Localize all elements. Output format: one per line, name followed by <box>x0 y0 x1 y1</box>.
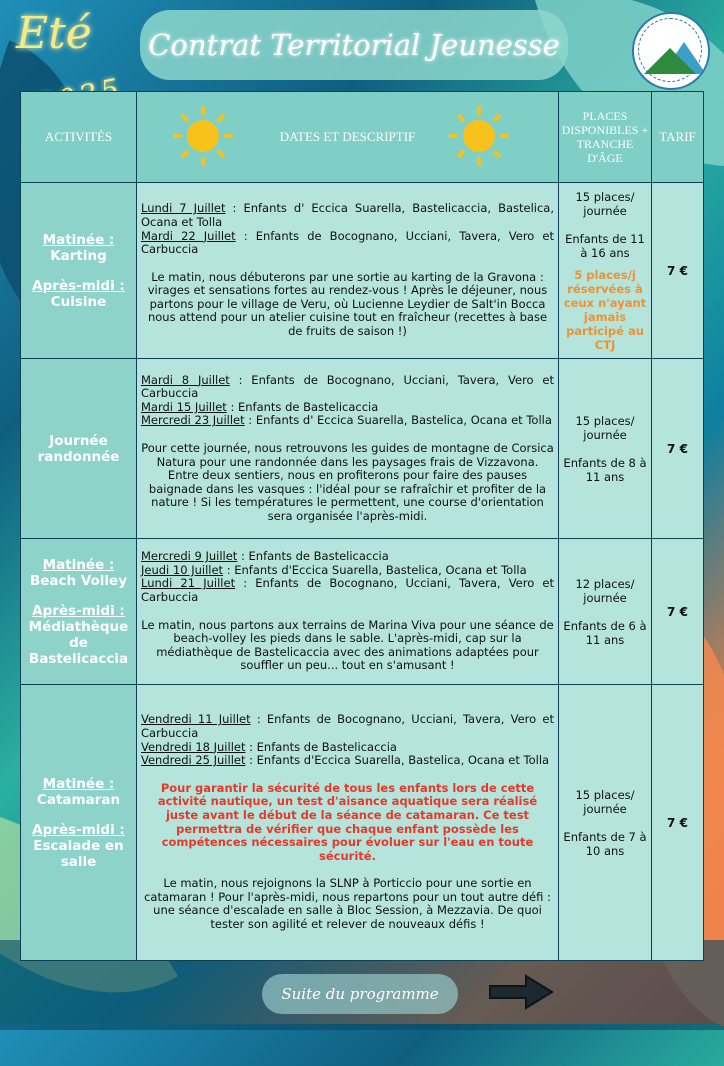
page-title-box <box>140 10 568 80</box>
activity-cell <box>21 685 137 961</box>
activity-line: Après-midi : <box>32 602 125 619</box>
next-page-label: Suite du programme <box>281 985 439 1003</box>
date-children: : Enfants de Bocognano, Ucciani, Tavera, Vero et Carbuccia <box>141 712 554 740</box>
date-label: Mardi 8 Juillet <box>141 372 230 387</box>
date-children: : Enfants d'Eccica Suarella, Bastelica, Ocana et Tolla <box>223 562 527 577</box>
col-dates: DATES ET DESCRIPTIF <box>137 92 559 183</box>
date-children: : Enfants de Bastelicaccia <box>245 739 397 754</box>
col-tarif: TARIF <box>652 92 704 183</box>
price-cell: 7 € <box>652 539 704 685</box>
sun-icon <box>173 106 233 166</box>
activity-line: Après-midi : <box>32 277 125 294</box>
date-label: Mardi 22 Juillet <box>141 228 236 243</box>
date-children: : Enfants de Bastelicaccia <box>226 399 379 414</box>
date-line <box>141 564 554 578</box>
safety-warning: Pour garantir la sécurité de tous les enfants lors de cette activité nautique, un test d'aisance aquatique sera réalisé juste avant le début de la séance de catamaran. Ce test permettra de vérifier que chaque enfant possède les compétences nécessaires pour évoluer sur l'eau en toute sécurité. <box>157 780 538 863</box>
table-header-row <box>21 92 704 183</box>
sun-icon <box>449 106 509 166</box>
activity-line: de <box>69 634 88 651</box>
date-label: Jeudi 10 Juillet <box>141 562 224 577</box>
date-line <box>141 754 554 768</box>
table-row <box>21 539 704 685</box>
col-places: PLACES DISPONIBLES + TRANCHE D'ÂGE <box>559 92 652 183</box>
activity-line: Beach Volley <box>29 572 128 589</box>
description-paragraph: Le matin, nous débuterons par une sortie au karting de la Gravona : virages et sensations fortes au rendez-vous ! Après le déjeuner, nous partons pour le village de Veru, où Lucienne Leydier de Salt'in Bocca nous attend pour un atelier cuisine tout en fraîcheur (recettes à base de fruits de saison !) <box>147 269 548 339</box>
age-range: Enfants de 8 à 11 ans <box>563 455 647 484</box>
date-line <box>141 230 554 257</box>
places-cell <box>559 539 652 685</box>
activity-cell <box>21 183 137 359</box>
date-label: Vendredi 18 Juillet <box>141 739 246 754</box>
date-children: : Enfants d'Eccica Suarella, Bastelica, Ocana et Tolla <box>245 753 550 768</box>
price-cell: 7 € <box>652 685 704 961</box>
date-line <box>141 577 554 604</box>
price-cell: 7 € <box>652 183 704 359</box>
activity-line: Bastelicaccia <box>28 650 129 667</box>
age-range: Enfants de 7 à 10 ans <box>563 829 647 858</box>
description-cell <box>137 183 559 359</box>
age-range: Enfants de 6 à 11 ans <box>563 618 647 647</box>
arrow-right-icon <box>486 972 556 1012</box>
description-cell <box>137 539 559 685</box>
table-row <box>21 359 704 539</box>
activity-line: Escalade en <box>33 837 124 854</box>
date-label: Vendredi 11 Juillet <box>141 712 251 727</box>
date-line <box>141 401 554 415</box>
activity-line <box>22 589 135 603</box>
activity-cell <box>21 359 137 539</box>
activity-line: Après-midi : <box>32 821 125 838</box>
reserved-note: 5 places/j réservées à ceux n'ayant jamais participé au CTJ <box>563 267 647 352</box>
activity-line: Matinée : <box>42 775 115 792</box>
date-children: : Enfants de Bocognano, Ucciani, Tavera, Vero et Carbuccia <box>141 372 554 401</box>
date-line <box>141 713 554 740</box>
table-row <box>21 685 704 961</box>
program-table <box>20 91 704 961</box>
description-cell <box>137 685 559 961</box>
activity-cell <box>21 539 137 685</box>
date-line <box>141 741 554 755</box>
places-cell <box>559 183 652 359</box>
price-cell: 7 € <box>652 359 704 539</box>
logo-mountain-icon <box>632 12 710 90</box>
activity-line: randonnée <box>37 448 120 465</box>
season-title: Eté <box>16 8 92 59</box>
date-label: Mardi 15 Juillet <box>141 399 227 414</box>
date-line <box>141 202 554 229</box>
logo-mountain-front <box>644 48 696 74</box>
date-label: Mercredi 23 Juillet <box>141 413 245 428</box>
date-children: : Enfants de Bocognano, Ucciani, Tavera, Vero et Carbuccia <box>141 228 554 257</box>
activity-line: Médiathèque <box>28 618 129 635</box>
description-cell <box>137 359 559 539</box>
activity-line: salle <box>60 853 97 870</box>
date-line <box>141 414 554 428</box>
date-label: Lundi 7 Juillet <box>141 201 226 216</box>
activity-line: Journée <box>49 432 108 449</box>
places-count: 15 places/ journée <box>575 787 635 816</box>
activity-line: Cuisine <box>50 293 107 310</box>
date-children: : Enfants de Bastelicaccia <box>237 549 389 564</box>
activity-line <box>22 808 135 822</box>
table-row <box>21 183 704 359</box>
places-count: 15 places/ journée <box>575 413 635 442</box>
date-label: Lundi 21 Juillet <box>141 576 236 591</box>
age-range: Enfants de 11 à 16 ans <box>565 231 645 260</box>
date-children: : Enfants d' Eccica Suarella, Bastelicaccia, Bastelica, Ocana et Tolla <box>141 201 554 229</box>
date-children: : Enfants de Bocognano, Ucciani, Tavera, Vero et Carbuccia <box>141 576 554 604</box>
date-line <box>141 374 554 401</box>
places-count: 15 places/ journée <box>575 189 635 218</box>
activity-line: Karting <box>50 247 107 264</box>
activity-line: Matinée : <box>42 556 115 573</box>
activity-line <box>22 264 135 278</box>
description-paragraph: Le matin, nous partons aux terrains de Marina Viva pour une séance de beach-volley les pieds dans le sable. L'après-midi, cap sur la médiathèque de Bastelicaccia avec des animations adaptées pour souffler un peu... tout en s'amusant ! <box>141 617 554 673</box>
places-cell <box>559 685 652 961</box>
activity-line: Catamaran <box>36 791 121 808</box>
col-activities: ACTIVITÉS <box>21 92 137 183</box>
date-label: Mercredi 9 Juillet <box>141 549 238 564</box>
description-paragraph: Pour cette journée, nous retrouvons les guides de montagne de Corsica Natura pour une randonnée dans les paysages frais de Vizzavona. Entre deux sentiers, nous en profiterons pour faire des pauses baignade dans les vasques : l'idéal pour se rafraîchir et profiter de la nature ! Si les températures le permettent, une course d'orientation sera organisée l'après-midi. <box>141 440 554 523</box>
places-count: 12 places/ journée <box>575 576 635 605</box>
places-cell <box>559 359 652 539</box>
page-title: Contrat Territorial Jeunesse <box>148 28 560 62</box>
date-children: : Enfants d' Eccica Suarella, Bastelica, Ocana et Tolla <box>244 413 552 428</box>
next-page-button[interactable] <box>262 974 458 1014</box>
description-paragraph: Le matin, nous rejoignons la SLNP à Porticcio pour une sortie en catamaran ! Pour l'après-midi, nous repartons pour un tout autre défi : une séance d'escalade en salle à Bloc Session, à Mezzavia. De quoi tester son agilité et relever de nouveaux défis ! <box>144 876 551 932</box>
date-line <box>141 550 554 564</box>
activity-line: Matinée : <box>42 231 115 248</box>
date-label: Vendredi 25 Juillet <box>141 753 246 768</box>
